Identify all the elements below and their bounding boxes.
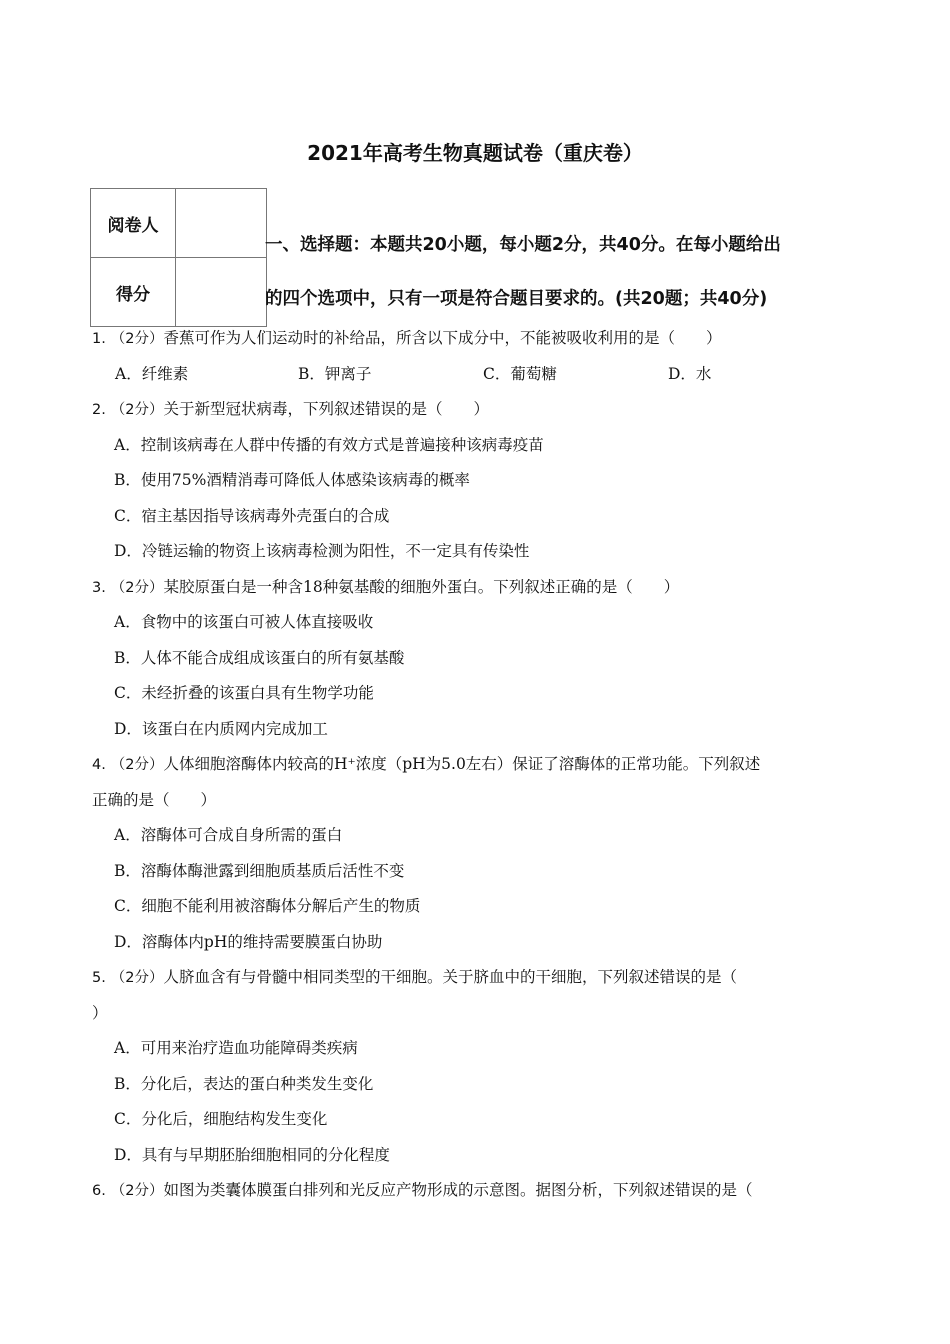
reviewer-cell (176, 189, 267, 258)
option: D．冷链运输的物资上该病毒检测为阳性，不一定具有传染性 (114, 542, 530, 560)
question-number: 4. (92, 757, 106, 773)
score-label: 得分 (91, 258, 176, 327)
question-line (92, 783, 872, 819)
question-text: 正确的是（ ） (92, 790, 217, 809)
question-text: 香蕉可作为人们运动时的补给品，所含以下成分中，不能被吸收利用的是（ ） (163, 329, 722, 347)
option: C．未经折叠的该蛋白具有生物学功能 (114, 684, 374, 702)
question-number: 1. (92, 331, 106, 347)
options-row (92, 357, 872, 393)
question-score: （2分） (110, 402, 164, 418)
question-score: （2分） (110, 579, 164, 596)
question-score: （2分） (110, 970, 164, 986)
question-line (92, 1173, 872, 1209)
option: C．细胞不能利用被溶酶体分解后产生的物质 (114, 897, 421, 915)
option: B．分化后，表达的蛋白种类发生变化 (114, 1074, 374, 1093)
option: D．溶酶体内pH的维持需要膜蛋白协助 (114, 932, 383, 951)
question-text: 人脐血含有与骨髓中相同类型的干细胞。关于脐血中的干细胞，下列叙述错误的是（ (163, 968, 738, 986)
question-text: ） (92, 1003, 108, 1022)
question-list (92, 321, 872, 1209)
question-line (92, 392, 872, 428)
question-text: 关于新型冠状病毒，下列叙述错误的是（ ） (163, 400, 490, 418)
question-text: 某胶原蛋白是一种含18种氨基酸的细胞外蛋白。下列叙述正确的是（ ） (163, 577, 680, 596)
option: A．食物中的该蛋白可被人体直接吸收 (114, 613, 374, 631)
option: A．纤维素 (115, 364, 189, 383)
question-score: （2分） (110, 1183, 164, 1199)
option: B．溶酶体酶泄露到细胞质基质后活性不变 (114, 861, 405, 880)
question-number: 3. (92, 579, 106, 596)
reviewer-label: 阅卷人 (91, 189, 176, 258)
question-text: 如图为类囊体膜蛋白排列和光反应产物形成的示意图。据图分析，下列叙述错误的是（ (163, 1181, 753, 1199)
option: A．溶酶体可合成自身所需的蛋白 (114, 826, 343, 844)
question-text: 人体细胞溶酶体内较高的H⁺浓度（pH为5.0左右）保证了溶酶体的正常功能。下列叙述 (163, 755, 761, 773)
option: A．可用来治疗造血功能障碍类疾病 (114, 1039, 358, 1057)
question-line (92, 321, 872, 357)
question-number: 5. (92, 970, 106, 986)
question-number: 6. (92, 1183, 106, 1199)
question-score: （2分） (110, 757, 164, 773)
option: D．水 (668, 364, 712, 383)
question-line (92, 747, 872, 783)
option: A．控制该病毒在人群中传播的有效方式是普遍接种该病毒疫苗 (114, 435, 544, 454)
option: D．具有与早期胚胎细胞相同的分化程度 (114, 1145, 390, 1164)
question-number: 2. (92, 402, 106, 418)
section-heading-line1: 一、选择题：本题共20小题，每小题2分，共40分。在每小题给出 (265, 235, 781, 255)
option: B．钾离子 (298, 364, 372, 383)
section-heading-line2: 的四个选项中，只有一项是符合题目要求的。(共20题；共40分) (265, 289, 768, 309)
option: C．宿主基因指导该病毒外壳蛋白的合成 (114, 506, 390, 525)
question-line (92, 996, 872, 1032)
option: C．葡萄糖 (483, 364, 557, 383)
option: C．分化后，细胞结构发生变化 (114, 1110, 328, 1128)
option: D．该蛋白在内质网内完成加工 (114, 719, 328, 738)
option: B．使用75%酒精消毒可降低人体感染该病毒的概率 (114, 471, 470, 489)
score-cell (176, 258, 267, 327)
section-heading (265, 218, 865, 326)
question-score: （2分） (110, 331, 164, 347)
score-table (90, 188, 267, 327)
page-title: 2021年高考生物真题试卷（重庆卷） (307, 141, 643, 165)
question-line (92, 960, 872, 996)
option: B．人体不能合成组成该蛋白的所有氨基酸 (114, 648, 405, 667)
question-line (92, 570, 872, 606)
